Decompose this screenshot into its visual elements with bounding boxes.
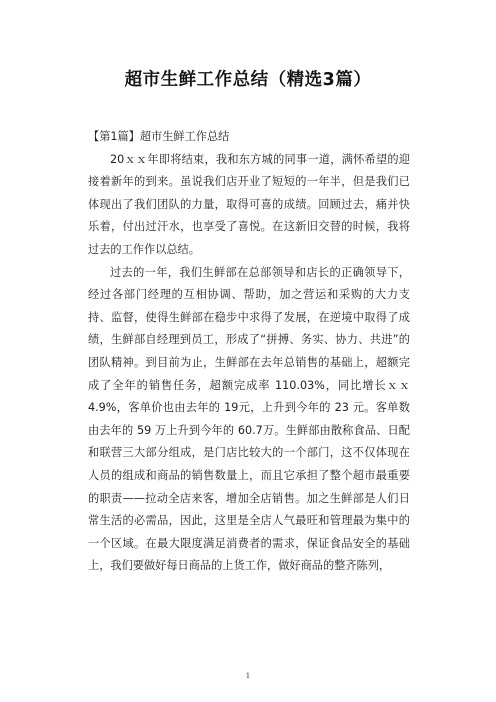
document-body <box>88 126 410 578</box>
paragraph-2: 过去的一年，我们生鲜部在总部领导和店长的正确领导下，经过各部门经理的互相协调、帮助，加之营运和采购的大力支持、监督，使得生鲜部在稳步中求得了发展，在逆境中取得了成绩，生鲜部自经理到员工，形成了“拼搏、务实、协力、共进”的团队精神。到目前为止，生鲜部在去年总销售的基础上，超额完成了全年的销售任务，超额完成率 110.03%，同比增长ｘｘ4.9%，客单价也由去年的 19元，上升到今年的 23 元。客单数由去年的 59 万上升到今年的 60.7万。生鲜部由散称食品、日配和联营三大部分组成，是门店比较大的一个部门，这不仅体现在人员的组成和商品的销售数量上，而且它承担了整个超市最重要的职责——拉动全店来客，增加全店销售。加之生鲜部是人们日常生活的必需品，因此，这里是全店人气最旺和管理最为集中的一个区域。在最大限度满足消费者的需求，保证食品安全的基础上，我们要做好每日商品的上货工作，做好商品的整齐陈列， <box>88 265 410 573</box>
section-heading: 【第1篇】超市生鲜工作总结 <box>88 130 230 143</box>
document-title: 超市生鲜工作总结（精选3篇） <box>124 70 372 90</box>
page-number: 1 <box>245 672 251 680</box>
paragraph-1: 20ｘｘ年即将结束，我和东方城的同事一道，满怀希望的迎接着新年的到来。虽说我们店开业了短短的一年半，但是我们已体现出了我们团队的力量，取得可喜的成绩。回顾过去，痛并快乐着，付出过汗水，也享受了喜悦。在这新旧交替的时候，我将过去的工作作以总结。 <box>88 152 410 256</box>
